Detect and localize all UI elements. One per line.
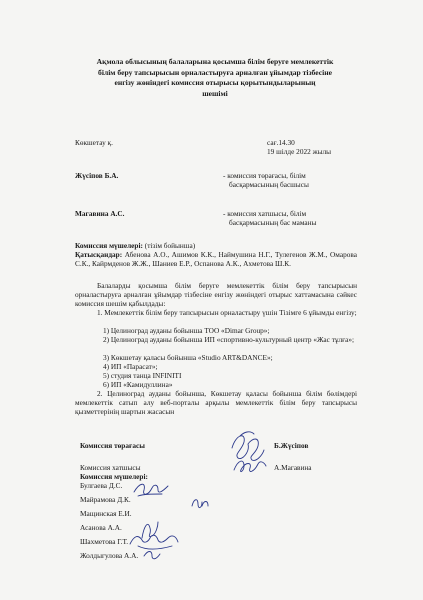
sign-secretary-label: Комиссия хатшысы [80,463,141,472]
secretary-name: Магавина А.С. [75,209,125,218]
member-signature [190,496,210,512]
org-item: 5) студия танца INFINITI [103,371,182,380]
attendees-list: Абенова А.О., Ашимов К.К., Наймушина Н.Г., Тулегенов Ж.М., Омарова С.К., Кайрмденов Ж.Ж., Шаниев Е.Р., Оспанова А.К., Ахметова Ш.К. [75,250,357,268]
document-title [70,57,360,99]
members-label: Комиссия мүшелері: [75,241,143,250]
member-signature [132,478,170,500]
chairman-name: Жүсіпов Б.А. [75,171,119,180]
secretary-role: басқармасының бас маманы [229,218,317,227]
members-line [75,241,195,250]
sign-member: Асанова А.А. [80,523,122,532]
sign-member: Булгаева Д.С. [80,481,123,490]
meeting-date: 19 шілде 2022 жылы [267,147,332,156]
sign-member: Шахметова Г.Т. [80,537,129,546]
sign-member: Майрамова Д.К. [80,495,131,504]
attendees-label: Қатысқандар: [75,250,123,259]
chairman-role: басқармасының басшысы [229,180,309,189]
title-line: Ақмола облысының балаларына қосымша білім беруге мемлекеттік [96,57,334,66]
sign-member: Жолдыгулова А.А. [80,551,139,560]
org-item: 1) Целиноград ауданы бойынша ТОО «Dimar Group»; [103,326,270,335]
chairman-role: - комиссия төрағасы, білім [223,171,306,180]
body-intro: Балаларды қосымша білім беруге мемлекеттік білім беру тапсырысын орналастыруға арналған ұйымдар тізбесіне енгізу жөніндегі отырыс хаттамасына сәйкес комиссия шешім қабылдады: [75,281,357,308]
sign-member: Мащинская Е.И. [80,509,132,518]
decision-item-2: 2. Целиноград ауданы бойынша, Көкшетау қаласы бойынша білім бөлімдері мемлекеттік сатып алу веб-порталы арқылы мемлекеттік білім беру тапсырысы қызметтерінің шартын жасасын [75,389,357,416]
org-item: 2) Целиноград ауданы бойынша ИП «спортивно-культурный центр «Жас тұлға»; [103,335,355,344]
place: Көкшетау қ. [75,138,113,147]
org-item: 3) Көкшетау қаласы бойынша «Studio ART&DANCE»; [103,353,273,362]
secretary-role: - комиссия хатшысы, білім [223,209,307,218]
members-note: (тізім бойынша) [142,241,196,250]
sign-members-label: Комиссия мүшелері: [80,472,148,481]
org-item: 4) ИП «Парасат»; [103,362,158,371]
title-line: енгізу жөніндегі комиссия отырысы қорытындыларының [114,78,316,88]
sign-secretary-name: А.Магавина [274,463,312,472]
decision-item-1: 1. Мемлекеттік білім беру тапсырысын орналастыру үшін Тізімге 6 ұйымды енгізу; [97,308,357,317]
meeting-time: сағ.14.30 [267,138,295,147]
attendees [75,250,357,268]
title-line: шешімі [202,88,228,98]
title-line: білім беру тапсырысын орналастыруға арналған ұйымдар тізбесіне [98,67,332,77]
sign-chair-name: Б.Жүсіпов [274,441,309,450]
sign-chair-label: Комиссия төрағасы [80,441,145,450]
member-signature [142,548,162,562]
secretary-signature [232,456,268,476]
org-item: 6) ИП «Камидуллина» [103,380,173,389]
